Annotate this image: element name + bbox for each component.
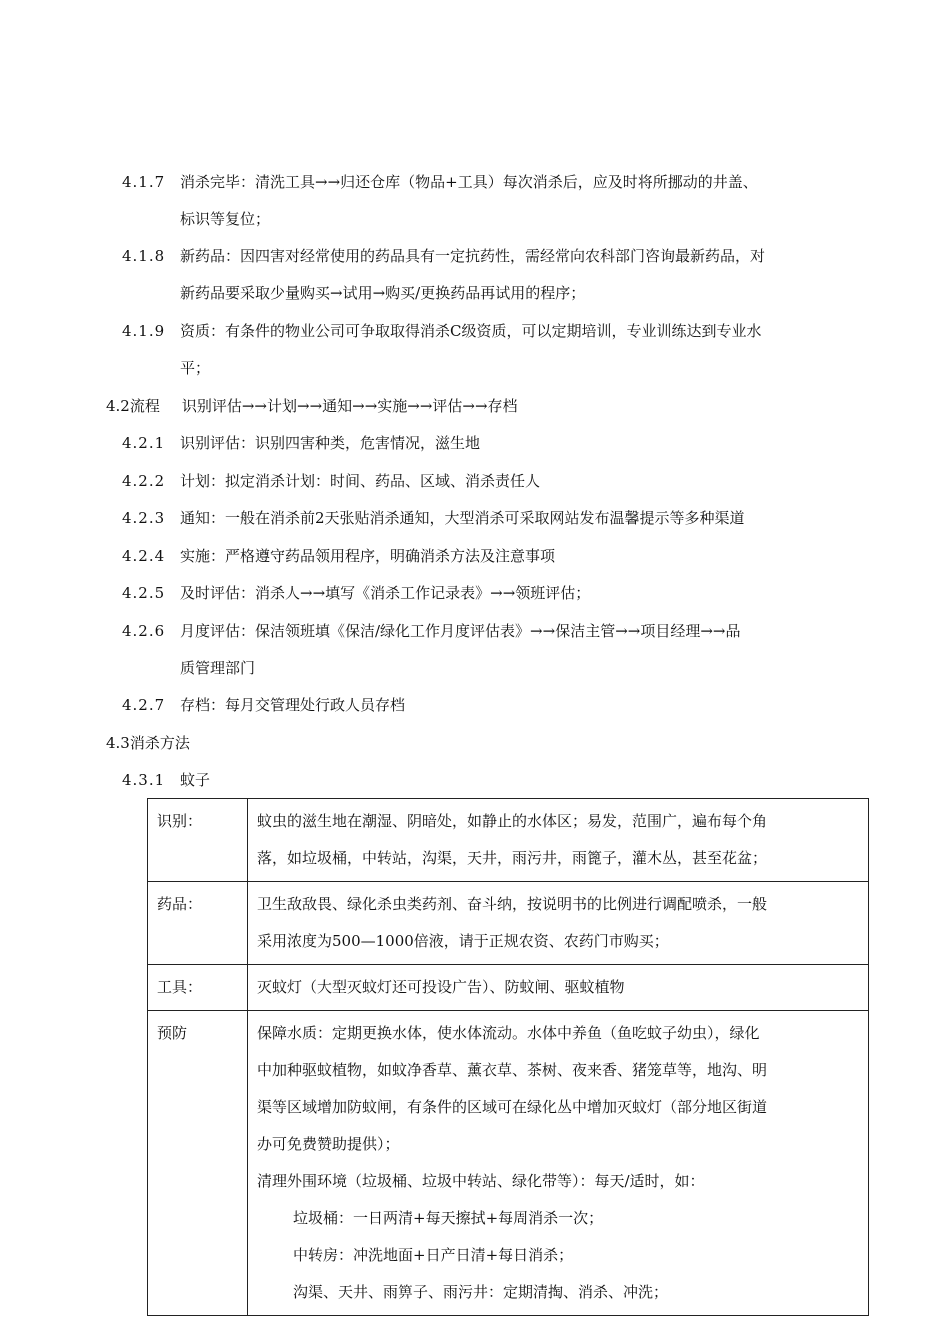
- item-text: 实施：严格遵守药品领用程序，明确消杀方法及注意事项: [180, 547, 556, 565]
- heading-text: 4.2流程: [106, 397, 160, 415]
- row-label: 识别：: [148, 799, 248, 882]
- item-number: 4.1.9: [122, 322, 166, 340]
- item-4-2-5: [122, 582, 590, 604]
- content-line: 中加种驱蚊植物，如蚊净香草、薰衣草、茶树、夜来香、猪笼草等，地沟、明: [257, 1061, 768, 1079]
- item-number: 4.2.6: [122, 622, 166, 640]
- item-text-continued: 质管理部门: [180, 659, 256, 677]
- table-row: [148, 965, 869, 1011]
- content-line: 保障水质：定期更换水体，使水体流动。水体中养鱼（鱼吃蚊子幼虫），绿化: [257, 1024, 760, 1042]
- row-content: [248, 1011, 869, 1316]
- item-number: 4.3.1: [122, 771, 166, 789]
- item-text: 识别评估：识别四害种类，危害情况，滋生地: [180, 434, 481, 452]
- row-label: 药品：: [148, 882, 248, 965]
- section-heading-4-2: [106, 395, 518, 417]
- item-number: 4.2.7: [122, 696, 166, 714]
- content-line: 采用浓度为500—1000倍液，请于正规农资、农药门市购买；: [257, 932, 669, 950]
- mosquito-method-table: [147, 798, 869, 1316]
- content-line-indented: 垃圾桶：一日两清+每天擦拭+每周消杀一次；: [293, 1209, 604, 1227]
- item-4-1-9: [122, 320, 761, 342]
- subsection-4-3-1: [122, 769, 210, 791]
- content-line: 清理外围环境（垃圾桶、垃圾中转站、绿化带等）：每天/适时，如：: [257, 1172, 705, 1190]
- row-label: 预防: [148, 1011, 248, 1316]
- content-line: 灭蚊灯（大型灭蚊灯还可投设广告）、防蚊闸、驱蚊植物: [257, 978, 625, 996]
- content-line: 蚊虫的滋生地在潮湿、阴暗处，如静止的水体区；易发，范围广，遍布每个角: [257, 812, 768, 830]
- row-label: 工具：: [148, 965, 248, 1011]
- item-text-continued: 平；: [180, 359, 211, 377]
- item-text: 消杀完毕：清洗工具→→归还仓库（物品+工具）每次消杀后，应及时将所挪动的井盖、: [180, 173, 758, 191]
- item-number: 4.1.8: [122, 247, 166, 265]
- item-4-2-4: [122, 545, 555, 567]
- content-line: 办可免费赞助提供）；: [257, 1135, 400, 1153]
- item-number: 4.1.7: [122, 173, 166, 191]
- item-text: 月度评估：保洁领班填《保洁/绿化工作月度评估表》→→保洁主管→→项目经理→→品: [180, 622, 741, 640]
- process-flow: 识别评估→→计划→→通知→→实施→→评估→→存档: [181, 397, 518, 415]
- item-text: 及时评估：消杀人→→填写《消杀工作记录表》→→领班评估；: [180, 584, 591, 602]
- row-content: [248, 882, 869, 965]
- item-4-2-2: [122, 470, 540, 492]
- content-line-indented: 沟渠、天井、雨箅子、雨污井：定期清掏、消杀、冲洗；: [293, 1283, 669, 1301]
- item-4-1-8: [122, 245, 765, 267]
- item-text: 计划：拟定消杀计划：时间、药品、区域、消杀责任人: [180, 472, 541, 490]
- item-number: 4.2.4: [122, 547, 166, 565]
- item-4-1-7: [122, 171, 758, 193]
- item-4-2-1: [122, 432, 480, 454]
- content-line-indented: 中转房：冲洗地面+日产日清+每日消杀；: [293, 1246, 574, 1264]
- item-number: 4.2.1: [122, 434, 166, 452]
- item-number: 4.2.2: [122, 472, 166, 490]
- item-4-2-7: [122, 694, 405, 716]
- item-text: 存档：每月交管理处行政人员存档: [180, 696, 406, 714]
- item-text-continued: 标识等复位；: [180, 210, 271, 228]
- item-4-2-6: [122, 620, 740, 642]
- table-row: [148, 1011, 869, 1316]
- item-text: 资质：有条件的物业公司可争取取得消杀C级资质，可以定期培训，专业训练达到专业水: [180, 322, 762, 340]
- content-line: 渠等区域增加防蚊闸，有条件的区域可在绿化丛中增加灭蚊灯（部分地区街道: [257, 1098, 768, 1116]
- row-content: [248, 965, 869, 1011]
- item-number: 4.2.5: [122, 584, 166, 602]
- item-4-2-3: [122, 507, 745, 529]
- content-line: 落，如垃圾桶，中转站，沟渠，天井，雨污井，雨篦子，灌木丛，甚至花盆；: [257, 849, 768, 867]
- item-text: 新药品：因四害对经常使用的药品具有一定抗药性，需经常向农科部门咨询最新药品，对: [180, 247, 766, 265]
- section-heading-4-3: 4.3消杀方法: [106, 734, 190, 752]
- table-row: [148, 882, 869, 965]
- content-line: 卫生敌敌畏、绿化杀虫类药剂、奋斗纳，按说明书的比例进行调配喷杀，一般: [257, 895, 768, 913]
- table-row: [148, 799, 869, 882]
- row-content: [248, 799, 869, 882]
- item-text: 通知：一般在消杀前2天张贴消杀通知，大型消杀可采取网站发布温馨提示等多种渠道: [180, 509, 745, 527]
- item-text-continued: 新药品要采取少量购买→试用→购买/更换药品再试用的程序；: [180, 284, 586, 302]
- item-number: 4.2.3: [122, 509, 166, 527]
- subsection-title: 蚊子: [180, 771, 211, 789]
